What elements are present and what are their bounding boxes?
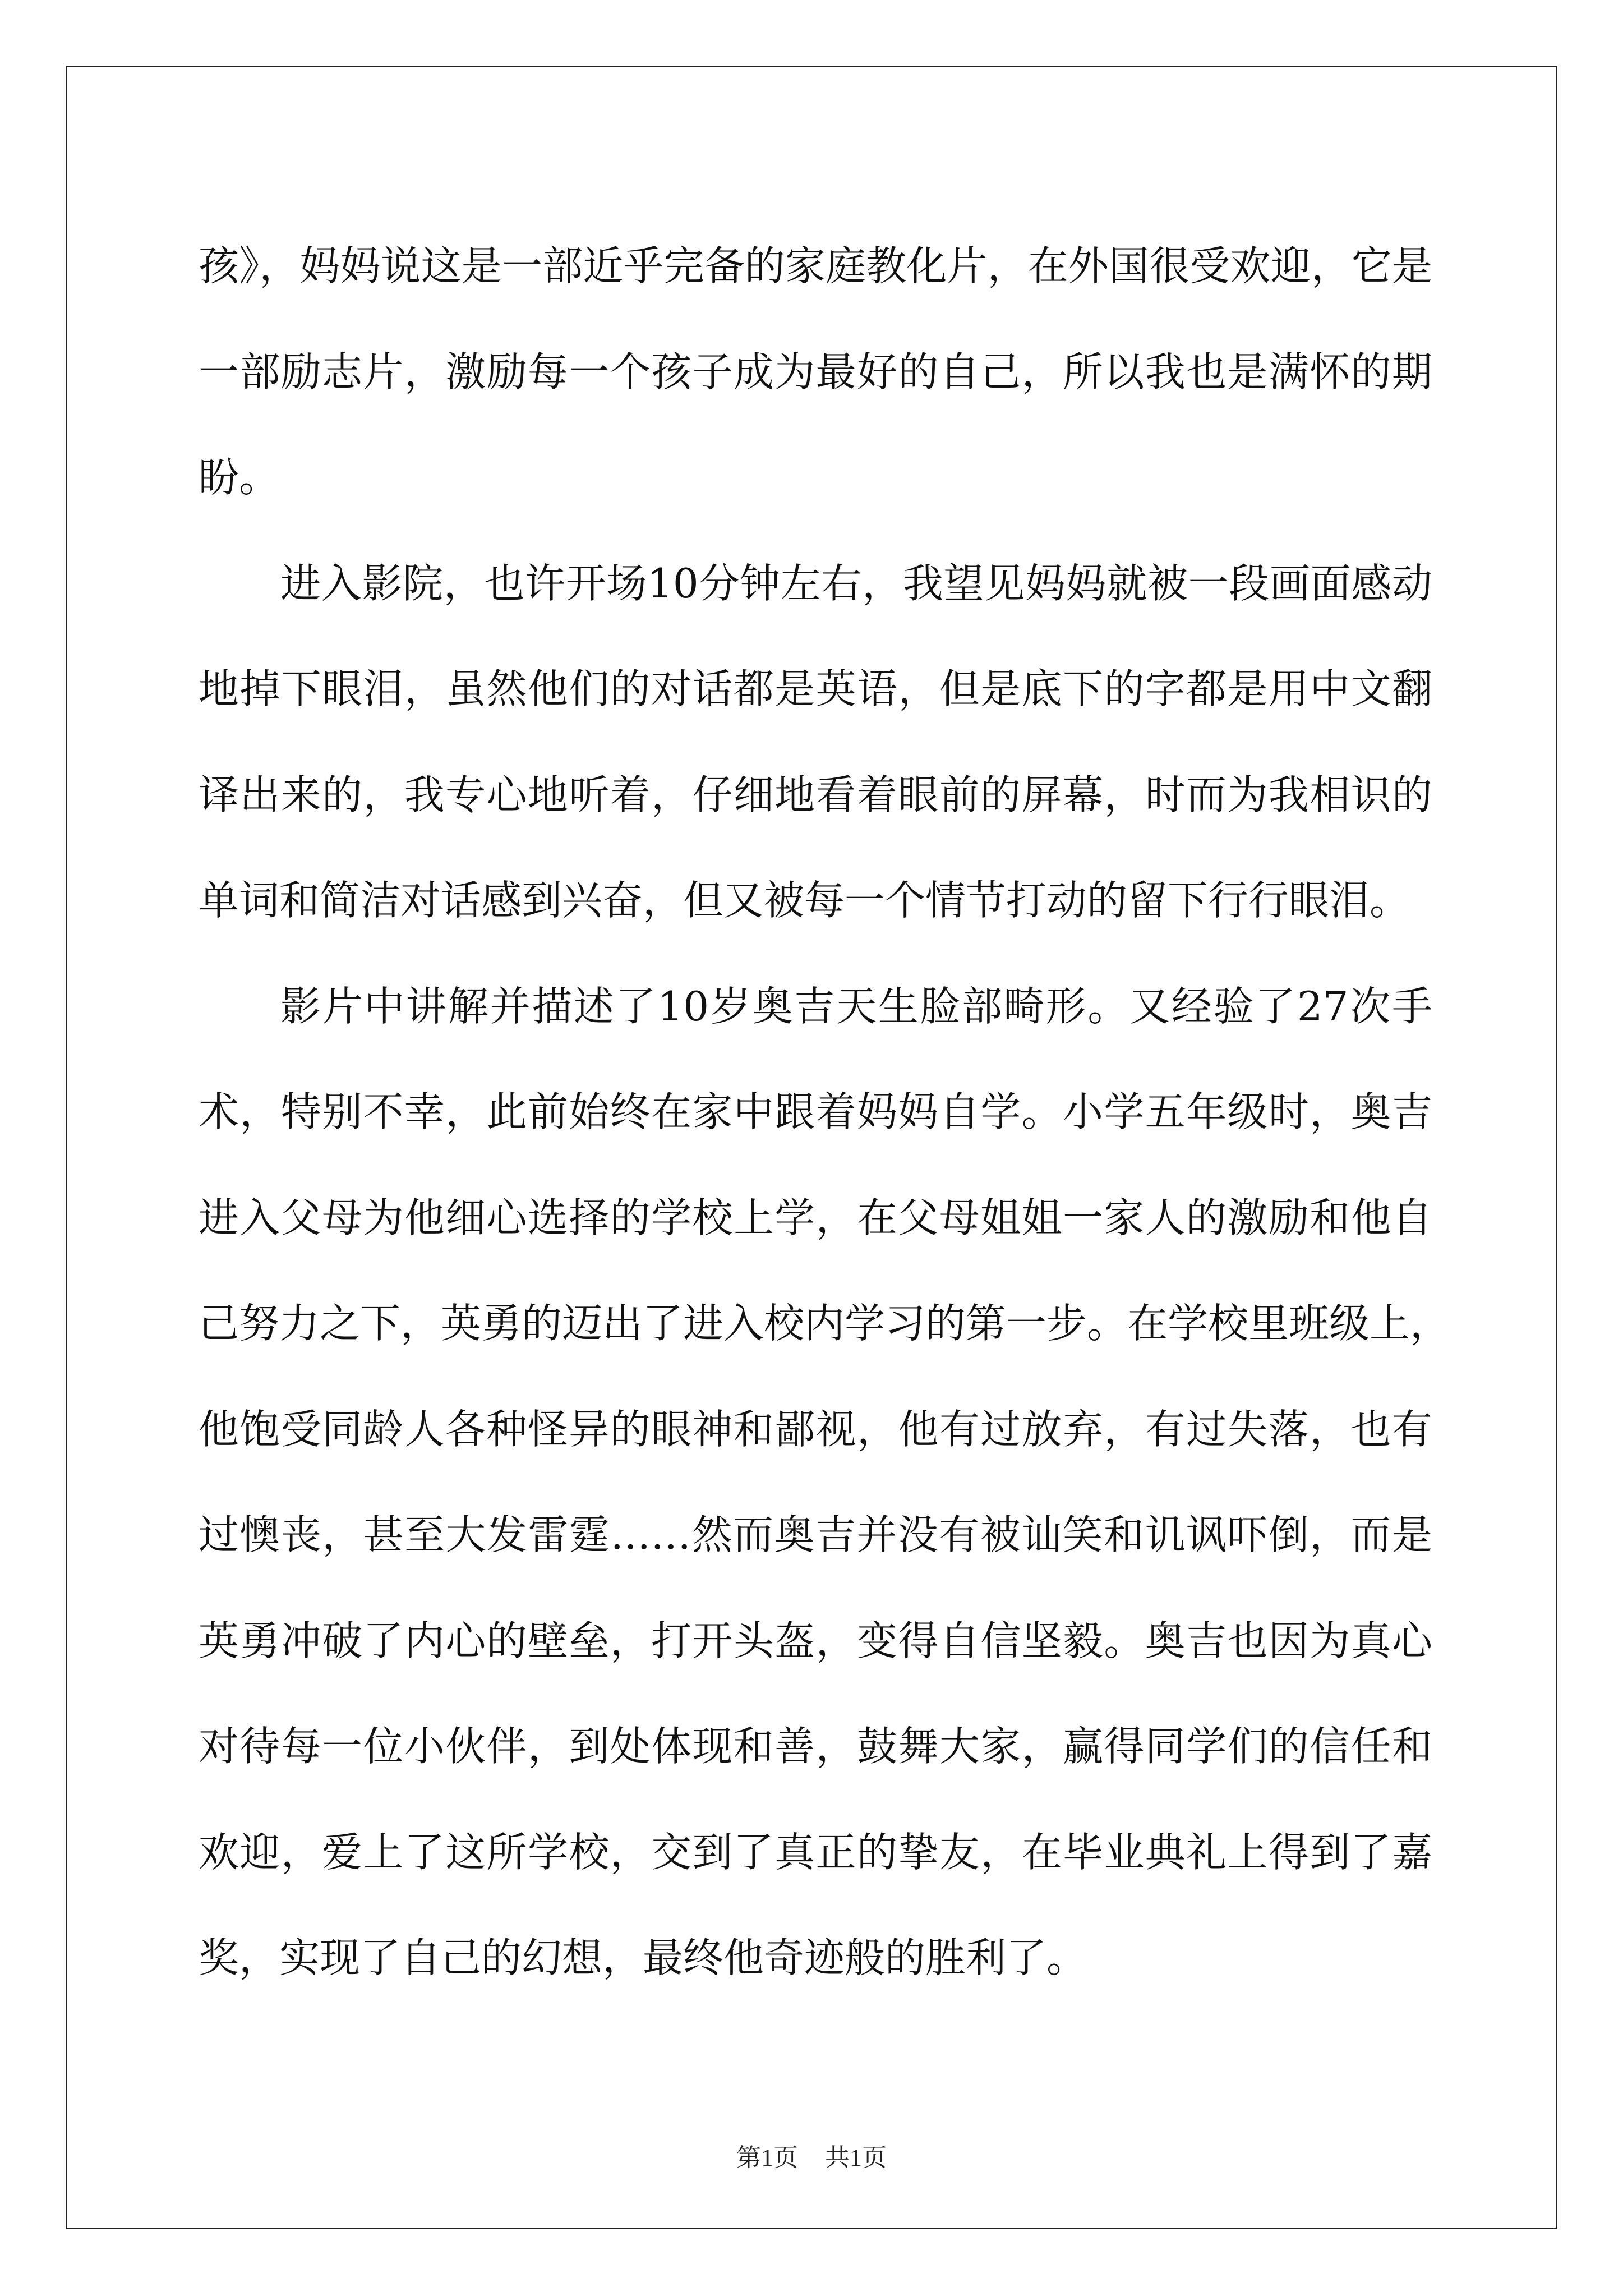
- text-line: 一部励志片，激励每一个孩子成为最好的自己，所以我也是满怀的期: [199, 348, 1432, 395]
- document-body: [199, 213, 1451, 2011]
- text-line: 地掉下眼泪，虽然他们的对话都是英语，但是底下的字都是用中文翻: [199, 665, 1432, 712]
- text-line: 进入父母为他细心选择的学校上学，在父母姐姐一家人的激励和他自: [199, 1194, 1432, 1241]
- text-line: 他饱受同龄人各种怪异的眼神和鄙视，他有过放弃，有过失落，也有: [199, 1405, 1432, 1453]
- text-line: 进入影院，也许开场10分钟左右，我望见妈妈就被一段画面感动: [280, 559, 1432, 607]
- page-footer: [0, 2137, 1623, 2173]
- text-line: 对待每一位小伙伴，到处体现和善，鼓舞大家，赢得同学们的信任和: [199, 1723, 1432, 1770]
- text-line: 术，特别不幸，此前始终在家中跟着妈妈自学。小学五年级时，奥吉: [199, 1088, 1432, 1135]
- page-total: 共1页: [825, 2144, 887, 2171]
- text-line: 译出来的，我专心地听着，仔细地看着眼前的屏幕，时而为我相识的: [199, 771, 1432, 818]
- text-line: 单词和简洁对话感到兴奋，但又被每一个情节打动的留下行行眼泪。: [199, 877, 1410, 924]
- text-line: 欢迎，爱上了这所学校，交到了真正的挚友，在毕业典礼上得到了嘉: [199, 1828, 1432, 1876]
- text-line: 孩》，妈妈说这是一部近乎完备的家庭教化片，在外国很受欢迎，它是: [199, 242, 1432, 289]
- text-line: 过懊丧，甚至大发雷霆……然而奥吉并没有被讪笑和讥讽吓倒，而是: [199, 1511, 1432, 1558]
- text-line: 奖，实现了自己的幻想，最终他奇迹般的胜利了。: [199, 1934, 1087, 1981]
- text-line: 英勇冲破了内心的壁垒，打开头盔，变得自信坚毅。奥吉也因为真心: [199, 1617, 1432, 1664]
- text-line: 影片中讲解并描述了10岁奥吉天生脸部畸形。又经验了27次手: [280, 982, 1432, 1030]
- text-line: 盼。: [199, 454, 280, 501]
- text-line: 己努力之下，英勇的迈出了进入校内学习的第一步。在学校里班级上，: [199, 1300, 1451, 1347]
- page-number: 第1页: [736, 2144, 798, 2171]
